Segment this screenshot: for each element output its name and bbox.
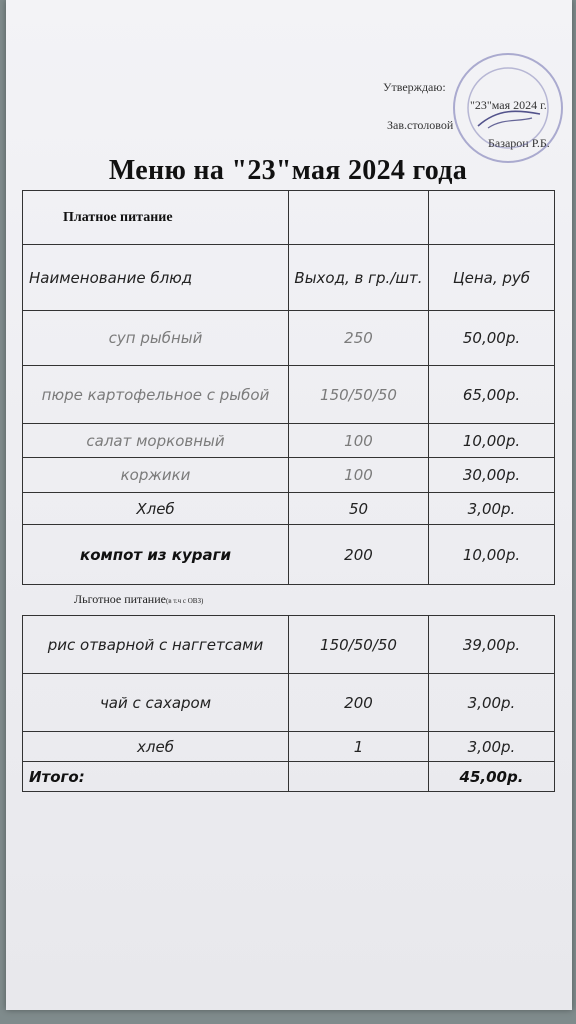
dish-yield: 250: [289, 311, 429, 366]
benefit-label: Льготное питание: [74, 592, 166, 606]
header-name: Наименование блюд: [23, 245, 289, 311]
total-label: Итого:: [23, 762, 289, 792]
dish-price: 3,00р.: [429, 732, 555, 762]
approve-label: Утверждаю:: [383, 80, 446, 94]
benefit-label-note: (в т.ч с ОВЗ): [165, 597, 204, 605]
header-yield: Выход, в гр./шт.: [289, 245, 429, 311]
table-header-row: [23, 245, 555, 311]
dish-yield: 200: [289, 525, 429, 585]
dish-name: пюре картофельное с рыбой: [23, 366, 289, 424]
page-title: Меню на "23"мая 2024 года: [108, 155, 468, 186]
benefit-menu-table: [22, 615, 555, 792]
dish-yield: 100: [289, 424, 429, 458]
dish-yield: 200: [289, 674, 429, 732]
dish-yield: 100: [289, 458, 429, 493]
approve-date: "23"мая 2024 г.: [470, 98, 547, 112]
dish-price: 10,00р.: [429, 424, 555, 458]
dish-price: 3,00р.: [429, 674, 555, 732]
total-row: [23, 762, 555, 792]
table-row: [23, 732, 555, 762]
table-row: [23, 616, 555, 674]
section-row: [23, 191, 555, 245]
position-label: Зав.столовой: [387, 118, 454, 132]
table-row: [23, 525, 555, 585]
table-row: [23, 493, 555, 525]
dish-name: компот из кураги: [23, 525, 289, 585]
dish-price: 39,00р.: [429, 616, 555, 674]
dish-yield: 1: [289, 732, 429, 762]
dish-name: рис отварной с наггетсами: [23, 616, 289, 674]
dish-yield: 50: [289, 493, 429, 525]
total-price: 45,00р.: [429, 762, 555, 792]
benefit-section-label: [74, 592, 203, 607]
dish-price: 3,00р.: [429, 493, 555, 525]
dish-name: коржики: [23, 458, 289, 493]
dish-name: салат морковный: [23, 424, 289, 458]
round-seal-stamp: [448, 48, 568, 168]
table-row: [23, 458, 555, 493]
dish-price: 30,00р.: [429, 458, 555, 493]
dish-name: чай с сахаром: [23, 674, 289, 732]
table-row: [23, 366, 555, 424]
table-row: [23, 311, 555, 366]
dish-name: суп рыбный: [23, 311, 289, 366]
dish-name: хлеб: [23, 732, 289, 762]
dish-name: Хлеб: [23, 493, 289, 525]
section-label: Платное питание: [23, 191, 289, 245]
dish-price: 50,00р.: [429, 311, 555, 366]
dish-yield: 150/50/50: [289, 366, 429, 424]
dish-price: 65,00р.: [429, 366, 555, 424]
dish-yield: 150/50/50: [289, 616, 429, 674]
total-yield: [289, 762, 429, 792]
table-row: [23, 674, 555, 732]
dish-price: 10,00р.: [429, 525, 555, 585]
approver-name: Базарон Р.Б.: [488, 136, 550, 150]
paid-menu-table: [22, 190, 555, 585]
header-price: Цена, руб: [429, 245, 555, 311]
table-row: [23, 424, 555, 458]
